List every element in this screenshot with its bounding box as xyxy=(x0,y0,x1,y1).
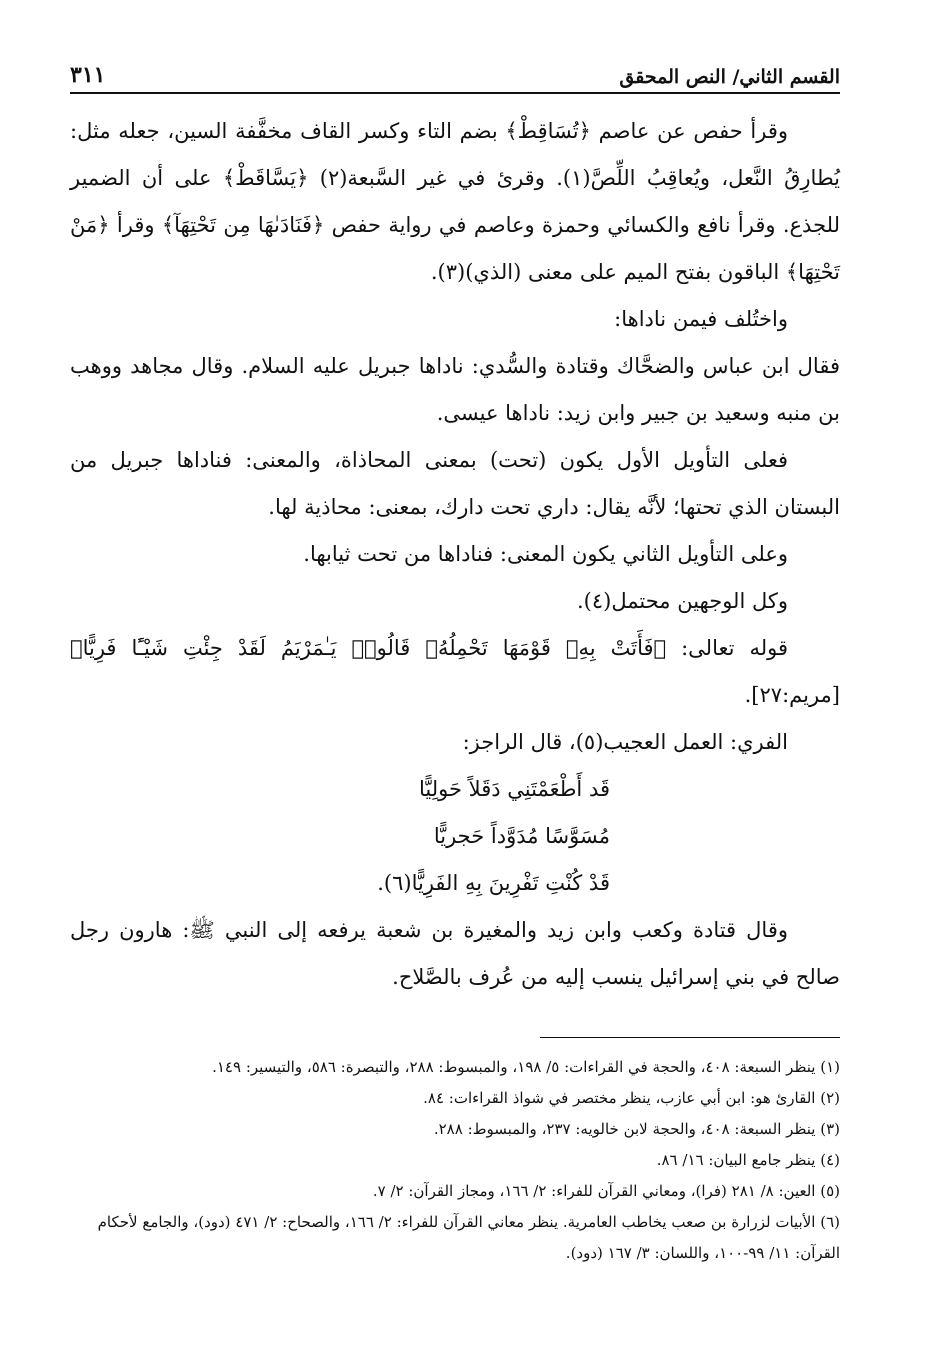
verse-line: قَد أَطْعَمْتَنِي دَقَلاً حَولِيًّا xyxy=(419,777,610,801)
page-header xyxy=(70,52,840,94)
poem-verses xyxy=(70,766,840,907)
main-text xyxy=(70,108,840,1001)
footnotes xyxy=(70,1052,840,1269)
running-title: القسم الثاني/ النص المحقق xyxy=(619,66,840,88)
paragraph: واختُلف فيمن ناداها: xyxy=(614,307,788,331)
paragraph: الفري: العمل العجيب(٥)، قال الراجز: xyxy=(462,730,788,754)
footnote: (٢) القارئ هو: ابن أبي عازب، ينظر مختصر في شواذ القراءات: ٨٤. xyxy=(423,1089,840,1107)
paragraph: فعلى التأويل الأول يكون (تحت) بمعنى المحاذاة، والمعنى: فناداها جبريل من البستان الذي تحتها؛ لأنَّه يقال: داري تحت دارك، بمعنى: محاذية لها. xyxy=(70,448,840,519)
paragraph: فقال ابن عباس والضحَّاك وقتادة والسُّدي: ناداها جبريل عليه السلام. وقال مجاهد ووهب بن منبه وسعيد بن جبير وابن زيد: ناداها عيسى. xyxy=(70,354,840,425)
page-number: ٣١١ xyxy=(70,62,106,88)
footnote: (٦) الأبيات لزرارة بن صعب يخاطب العامرية. ينظر معاني القرآن للفراء: ٢/ ١٦٦، والصحاح: ٢/ ٤٧١ (دود)، والجامع لأحكام القرآن: ١١/ ٩٩-١٠٠، واللسان: ٣/ ١٦٧ (دود). xyxy=(97,1213,840,1262)
paragraph: وقرأ حفص عن عاصم ﴿تُسَاقِطْ﴾ بضم التاء وكسر القاف مخفَّفة السين، جعله مثل: يُطارِقُ النَّعل، ويُعاقِبُ اللِّصَّ(١). وقرئ في غير السَّبعة(٢) ﴿يَسَّاقَطْ﴾ على أن الضمير للجذع. وقرأ نافع والكسائي وحمزة وعاصم في رواية حفص ﴿فَنَادَىٰهَا مِن تَحْتِهَآ﴾ وقرأ ﴿مَنْ تَحْتِهَا﴾ الباقون بفتح الميم على معنى (الذي)(٣). xyxy=(70,119,841,284)
paragraph: قوله تعالى: ﴿فَأَتَتْ بِهِۦ قَوْمَهَا تَحْمِلُهُۥ قَالُوا۟ يَـٰمَرْيَمُ لَقَدْ جِئْتِ شَيْـًٔا فَرِيًّا﴾ [مريم:٢٧]. xyxy=(70,636,840,707)
paragraph: وقال قتادة وكعب وابن زيد والمغيرة بن شعبة يرفعه إلى النبي ﷺ: هارون رجل صالح في بني إسرائيل ينسب إليه من عُرف بالصَّلاح. xyxy=(70,918,840,989)
document-page xyxy=(70,52,840,1269)
footnote: (٤) ينظر جامع البيان: ١٦/ ٨٦. xyxy=(656,1151,840,1169)
footnote: (٥) العين: ٨/ ٢٨١ (فرا)، ومعاني القرآن للفراء: ٢/ ١٦٦، ومجاز القرآن: ٢/ ٧. xyxy=(372,1182,840,1200)
paragraph: وكل الوجهين محتمل(٤). xyxy=(577,589,788,613)
footnote: (٣) ينظر السبعة: ٤٠٨، والحجة لابن خالويه: ٢٣٧، والمبسوط: ٢٨٨. xyxy=(433,1120,840,1138)
footnote-separator xyxy=(540,1037,840,1038)
verse-line: مُسَوَّسًا مُدَوَّداً حَجريًّا xyxy=(433,824,610,848)
verse-line: قَدْ كُنْتِ تَفْرِينَ بِهِ الفَرِيًّا(٦). xyxy=(377,871,610,895)
footnote: (١) ينظر السبعة: ٤٠٨، والحجة في القراءات: ٥/ ١٩٨، والمبسوط: ٢٨٨، والتبصرة: ٥٨٦، والتيسير: ١٤٩. xyxy=(212,1058,840,1076)
paragraph: وعلى التأويل الثاني يكون المعنى: فناداها من تحت ثيابها. xyxy=(303,542,788,566)
